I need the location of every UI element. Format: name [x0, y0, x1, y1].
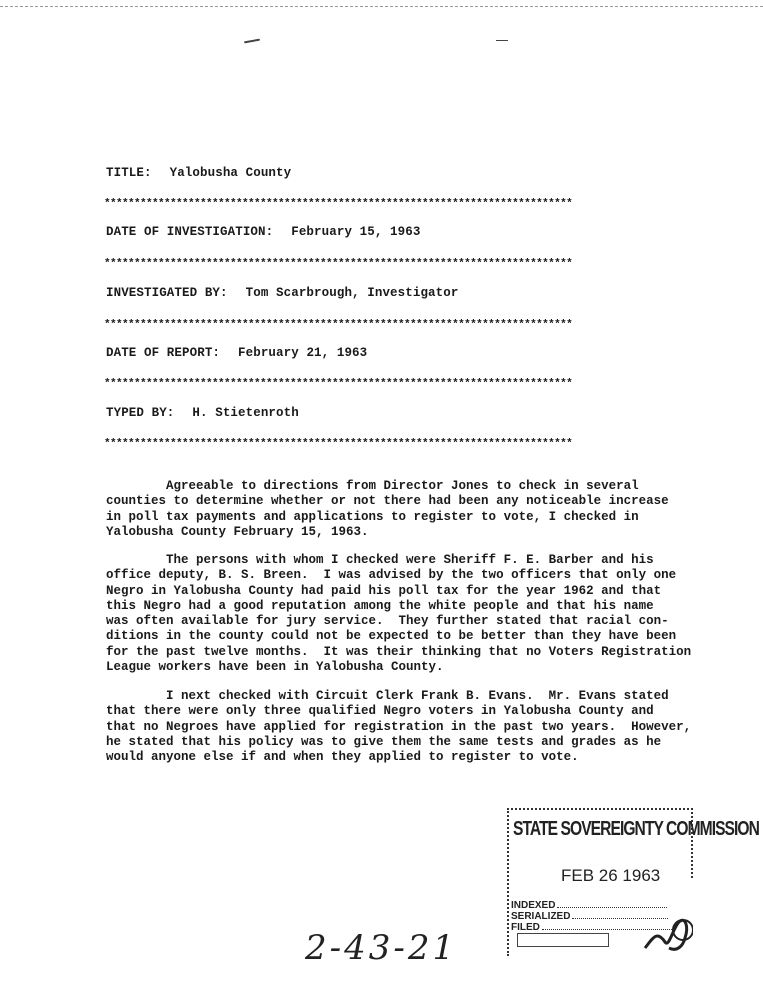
date-of-investigation-field — [106, 225, 420, 239]
title-value: Yalobusha County — [169, 166, 292, 180]
separator: ****************************************************************************** — [104, 438, 573, 450]
date-of-report-field — [106, 346, 367, 360]
separator: ****************************************************************************** — [104, 198, 573, 210]
date-of-report-value: February 21, 1963 — [238, 346, 368, 360]
stamp-indexed-label: INDEXED — [511, 900, 556, 911]
paragraph-1: Agreeable to directions from Director Jones to check in several counties to determine whether or not there had been any noticeable increase in poll tax payments and applications to register to vote, I checked in Yalobusha County February 15, 1963. — [106, 479, 669, 539]
investigated-by-field — [106, 286, 458, 300]
stamp-border — [507, 808, 509, 956]
handwritten-file-number: 2-43-21 — [305, 928, 458, 968]
paragraph-3: I next checked with Circuit Clerk Frank B. Evans. Mr. Evans stated that there were only three qualified Negro voters in Yalobusha County and that no Negroes have applied for registration in the past two years. However, he stated that his policy was to give them the same tests and grades as he would anyone else if and when they applied to register to vote. — [106, 689, 692, 765]
separator: ****************************************************************************** — [104, 258, 573, 270]
signature-mark — [639, 908, 693, 956]
stamp-title: STATE SOVEREIGNTY COMMISSION — [513, 818, 759, 840]
investigated-by-value: Tom Scarbrough, Investigator — [245, 286, 459, 300]
title-field — [106, 166, 291, 180]
date-of-investigation-value: February 15, 1963 — [291, 225, 421, 239]
page-top-edge — [0, 0, 763, 7]
scan-mark — [496, 40, 508, 41]
paragraph-2: The persons with whom I checked were Sheriff F. E. Barber and his office deputy, B. S. Breen. I was advised by the two officers that only one Negro in Yalobusha County had paid his poll tax for the year 1962 and that this Negro had a good reputation among the white people and that his name was often available for jury service. They further stated that racial con- ditions in the county could not be expected to be better than they have been for the past twelve months. It was their thinking that no Voters Registration League workers have been in Yalobusha County. — [106, 553, 692, 675]
typed-by-value: H. Stietenroth — [192, 406, 299, 420]
typed-by-label: TYPED BY: — [106, 406, 175, 420]
separator: ****************************************************************************** — [104, 378, 573, 390]
investigated-by-label: INVESTIGATED BY: — [106, 286, 228, 300]
separator: ****************************************************************************** — [104, 319, 573, 331]
scan-mark — [244, 39, 260, 44]
stamp-serialized-label: SERIALIZED — [511, 911, 571, 922]
date-of-report-label: DATE OF REPORT: — [106, 346, 221, 360]
date-of-investigation-label: DATE OF INVESTIGATION: — [106, 225, 274, 239]
commission-stamp — [507, 808, 759, 956]
typed-by-field — [106, 406, 299, 420]
stamp-date: FEB 26 1963 — [561, 866, 661, 885]
title-label: TITLE: — [106, 166, 152, 180]
stamp-box — [517, 933, 609, 947]
stamp-filed-label: FILED — [511, 922, 540, 933]
stamp-border — [507, 808, 693, 810]
